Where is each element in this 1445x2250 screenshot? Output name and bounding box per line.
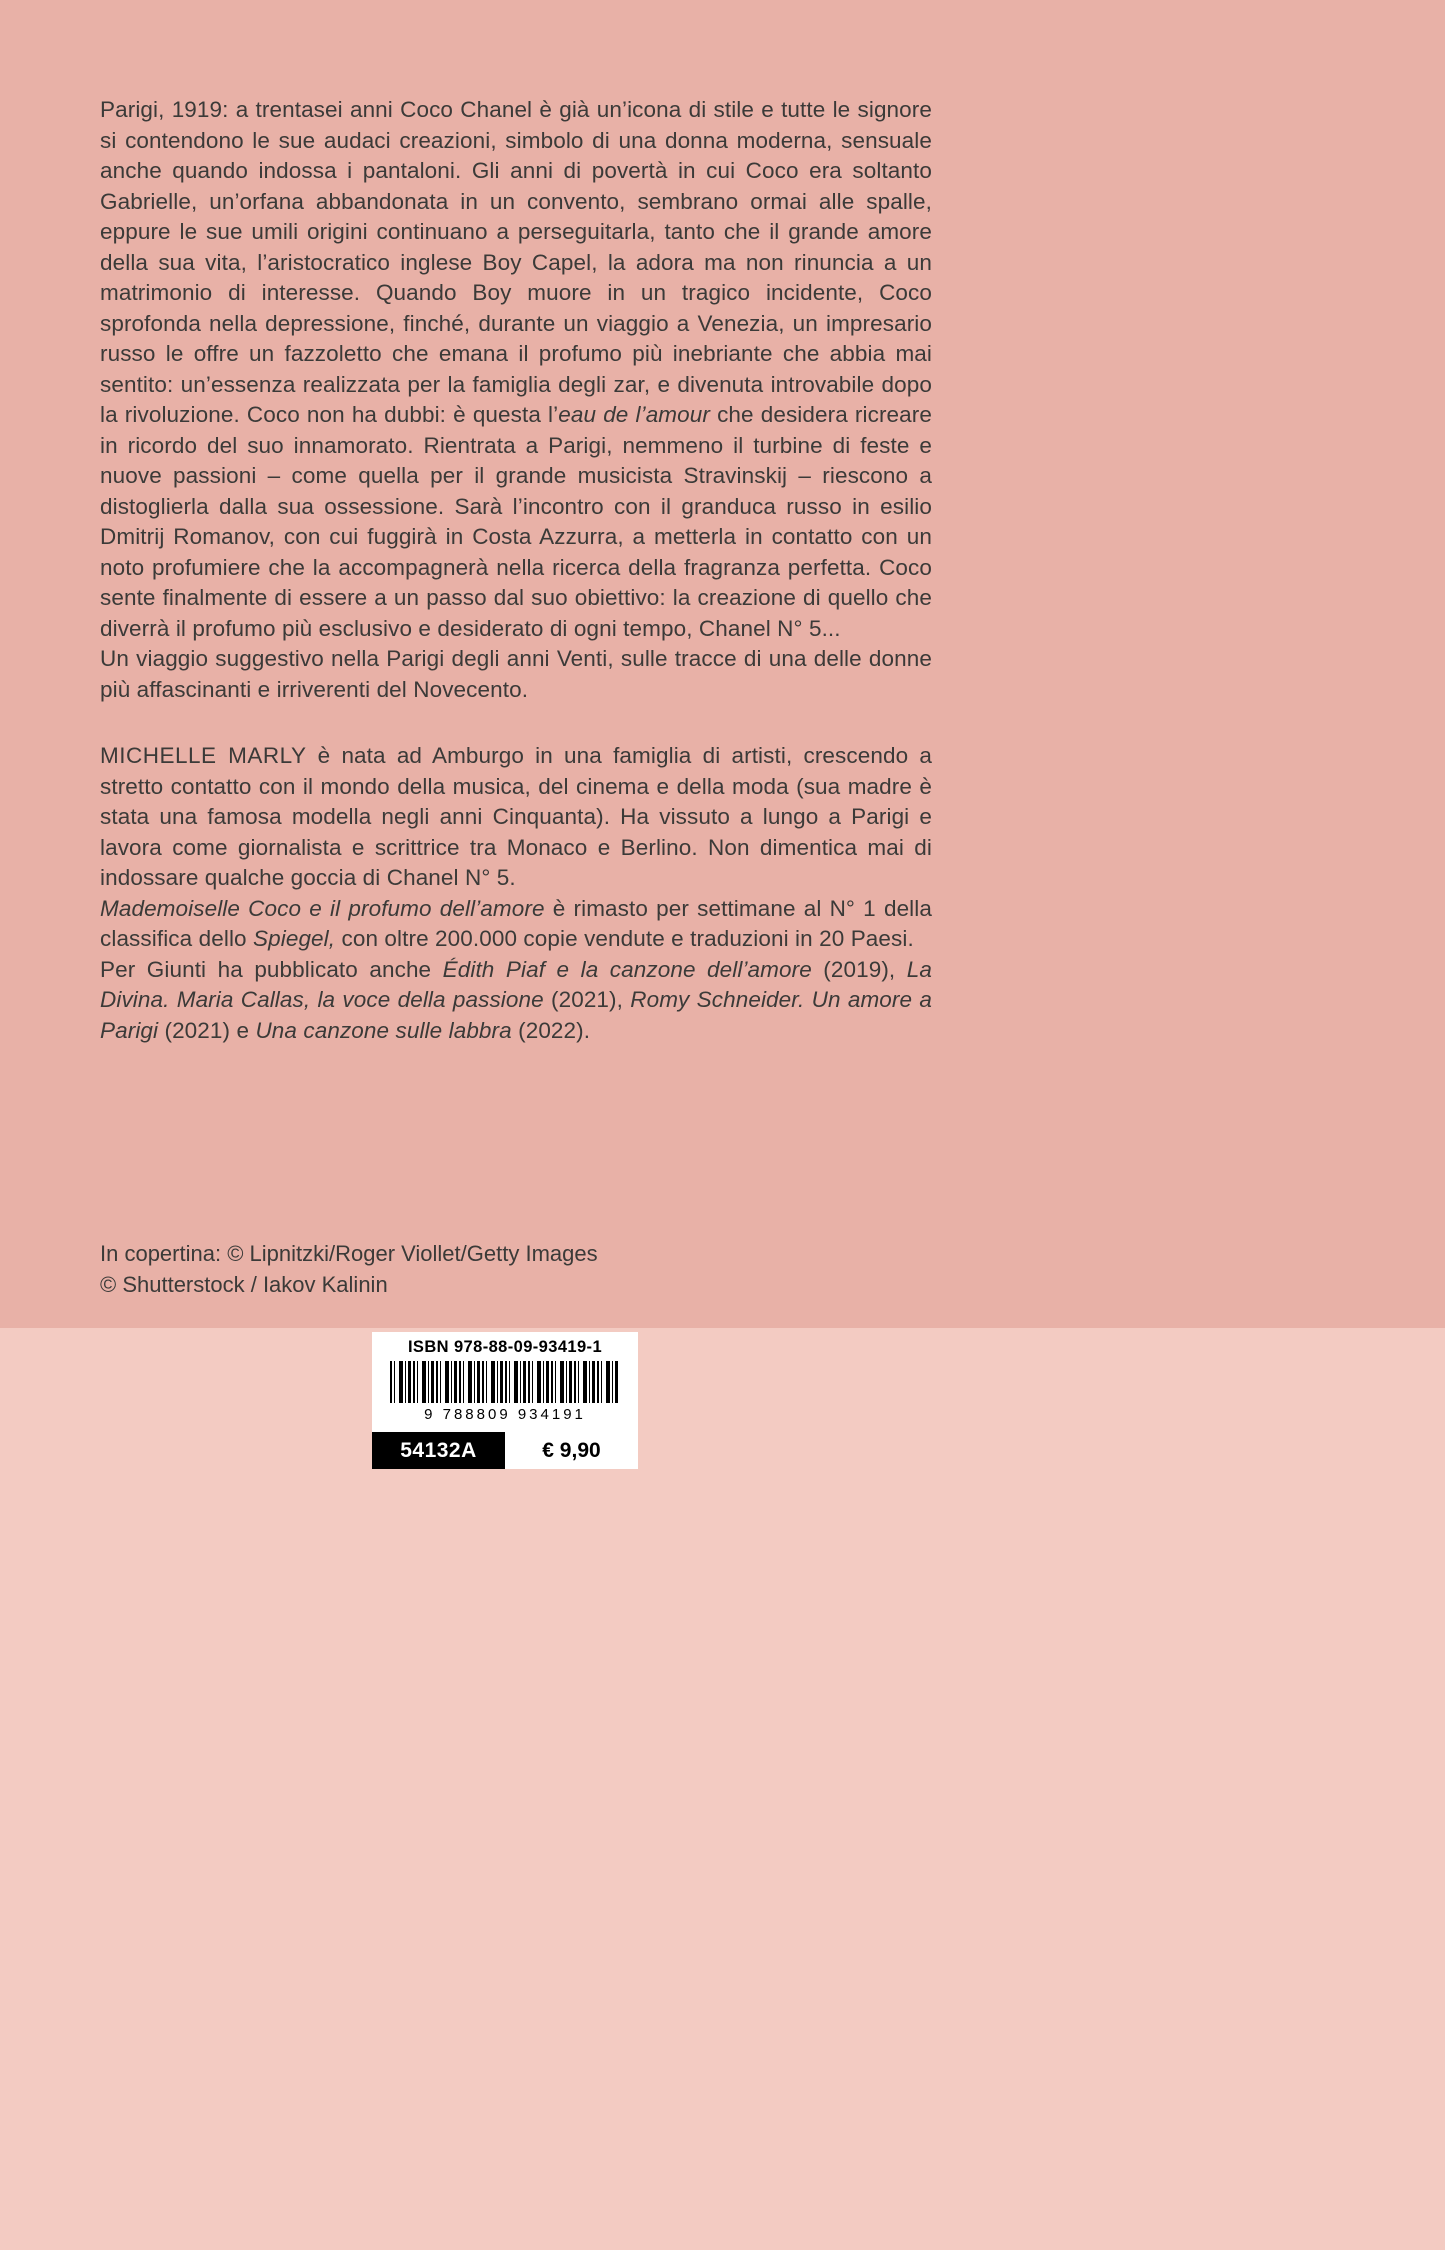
synopsis-paragraph bbox=[100, 95, 932, 644]
book-title-una-canzone: Una canzone sulle labbra bbox=[255, 1017, 512, 1043]
bio-p3-text-end: (2022). bbox=[511, 1017, 591, 1043]
back-cover-text-column bbox=[100, 95, 932, 1046]
bio-p3-sep2: (2021), bbox=[543, 987, 631, 1012]
price: € 9,90 bbox=[505, 1432, 638, 1469]
barcode-bars-icon bbox=[390, 1361, 620, 1403]
author-bio-paragraph-1 bbox=[100, 741, 932, 894]
bio-p3-text: Per Giunti ha pubblicato anche bbox=[100, 956, 443, 982]
barcode-digits: 9 788809 934191 bbox=[424, 1406, 586, 1423]
author-bio-paragraph-2 bbox=[100, 894, 932, 955]
author-bio-paragraph-3 bbox=[100, 955, 932, 1047]
bio-p3-sep3: (2021) e bbox=[158, 1017, 256, 1043]
synopsis-italic-phrase: eau de l’amour bbox=[558, 402, 710, 427]
magazine-title-spiegel: Spiegel, bbox=[253, 926, 336, 951]
author-bio-block bbox=[100, 741, 932, 1046]
book-title-mademoiselle-coco: Mademoiselle Coco e il profumo dell’amore bbox=[100, 895, 545, 921]
book-title-la-divina: La Divina. Maria Callas, la voce della passione bbox=[100, 956, 932, 1012]
synopsis-text-end: che desidera ricreare in ricordo del suo innamorato. Rientrata a Parigi, nemmeno il turbine di feste e nuove passioni – come quella per il grande musicista Stravinskij – riescono a distoglierla dalla sua ossessione. Sarà l’incontro con il granduca russo in esilio Dmitrij Romanov, con cui fuggirà in Costa Azzurra, a metterla in contatto con un noto profumiere che la accompagnerà nella ricerca della fragranza perfetta. Coco sente finalmente di essere a un passo dal suo obiettivo: la creazione di quello che diverrà il profumo più esclusivo e desiderato di ogni tempo, Chanel N° 5... bbox=[100, 402, 932, 641]
edition-code: 54132A bbox=[372, 1432, 505, 1469]
book-title-edith-piaf: Édith Piaf e la canzone dell’amore bbox=[442, 956, 812, 982]
author-bio-text: è nata ad Amburgo in una famiglia di artisti, crescendo a stretto contatto con il mondo della musica, del cinema e della moda (sua madre è stata una famosa modella negli anni Cinquanta). Ha vissuto a lungo a Parigi e lavora come giornalista e scrittrice tra Monaco e Berlino. Non dimentica mai di indossare qualche goccia di Chanel N° 5. bbox=[100, 743, 932, 890]
cover-credit-line-1: In copertina: © Lipnitzki/Roger Viollet/Getty Images bbox=[100, 1241, 598, 1266]
author-name: MICHELLE MARLY bbox=[100, 743, 307, 768]
synopsis-text-start: Parigi, 1919: a trentasei anni Coco Chanel è già un’icona di stile e tutte le signore si contendono le sue audaci creazioni, simbolo di una donna moderna, sensuale anche quando indossa i pantaloni. Gli anni di povertà in cui Coco era soltanto Gabrielle, un’orfana abbandonata in un convento, sembrano ormai alle spalle, eppure le sue umili origini continuano a perseguitarla, tanto che il grande amore della sua vita, l’aristocratico inglese Boy Capel, la adora ma non rinuncia a un matrimonio di interesse. Quando Boy muore in un tragico incidente, Coco sprofonda nella depressione, finché, durante un viaggio a Venezia, un impresario russo le offre un fazzoletto che emana il profumo più inebriante che abbia mai sentito: un’essenza realizzata per la famiglia degli zar, e divenuta introvabile dopo la rivoluzione. Coco non ha dubbi: è questa l’ bbox=[100, 97, 932, 427]
bio-p2-text-end: con oltre 200.000 copie vendute e traduzioni in 20 Paesi. bbox=[335, 926, 914, 951]
synopsis-closing-paragraph: Un viaggio suggestivo nella Parigi degli anni Venti, sulle tracce di una delle donne più affascinanti e irriverenti del Novecento. bbox=[100, 646, 932, 702]
book-title-romy-schneider: Romy Schneider. Un amore a Parigi bbox=[100, 987, 932, 1043]
bio-p2-text: è rimasto per settimane al N° 1 della classifica dello bbox=[100, 895, 932, 951]
bio-p3-sep1: (2019), bbox=[811, 956, 907, 982]
cover-credits bbox=[100, 1238, 598, 1300]
cover-credit-line-2: © Shutterstock / Iakov Kalinin bbox=[100, 1272, 388, 1297]
price-row bbox=[372, 1432, 638, 1469]
isbn-number: ISBN 978-88-09-93419-1 bbox=[407, 1338, 603, 1356]
bottom-band bbox=[0, 1328, 1445, 2250]
barcode-block bbox=[372, 1332, 638, 1432]
